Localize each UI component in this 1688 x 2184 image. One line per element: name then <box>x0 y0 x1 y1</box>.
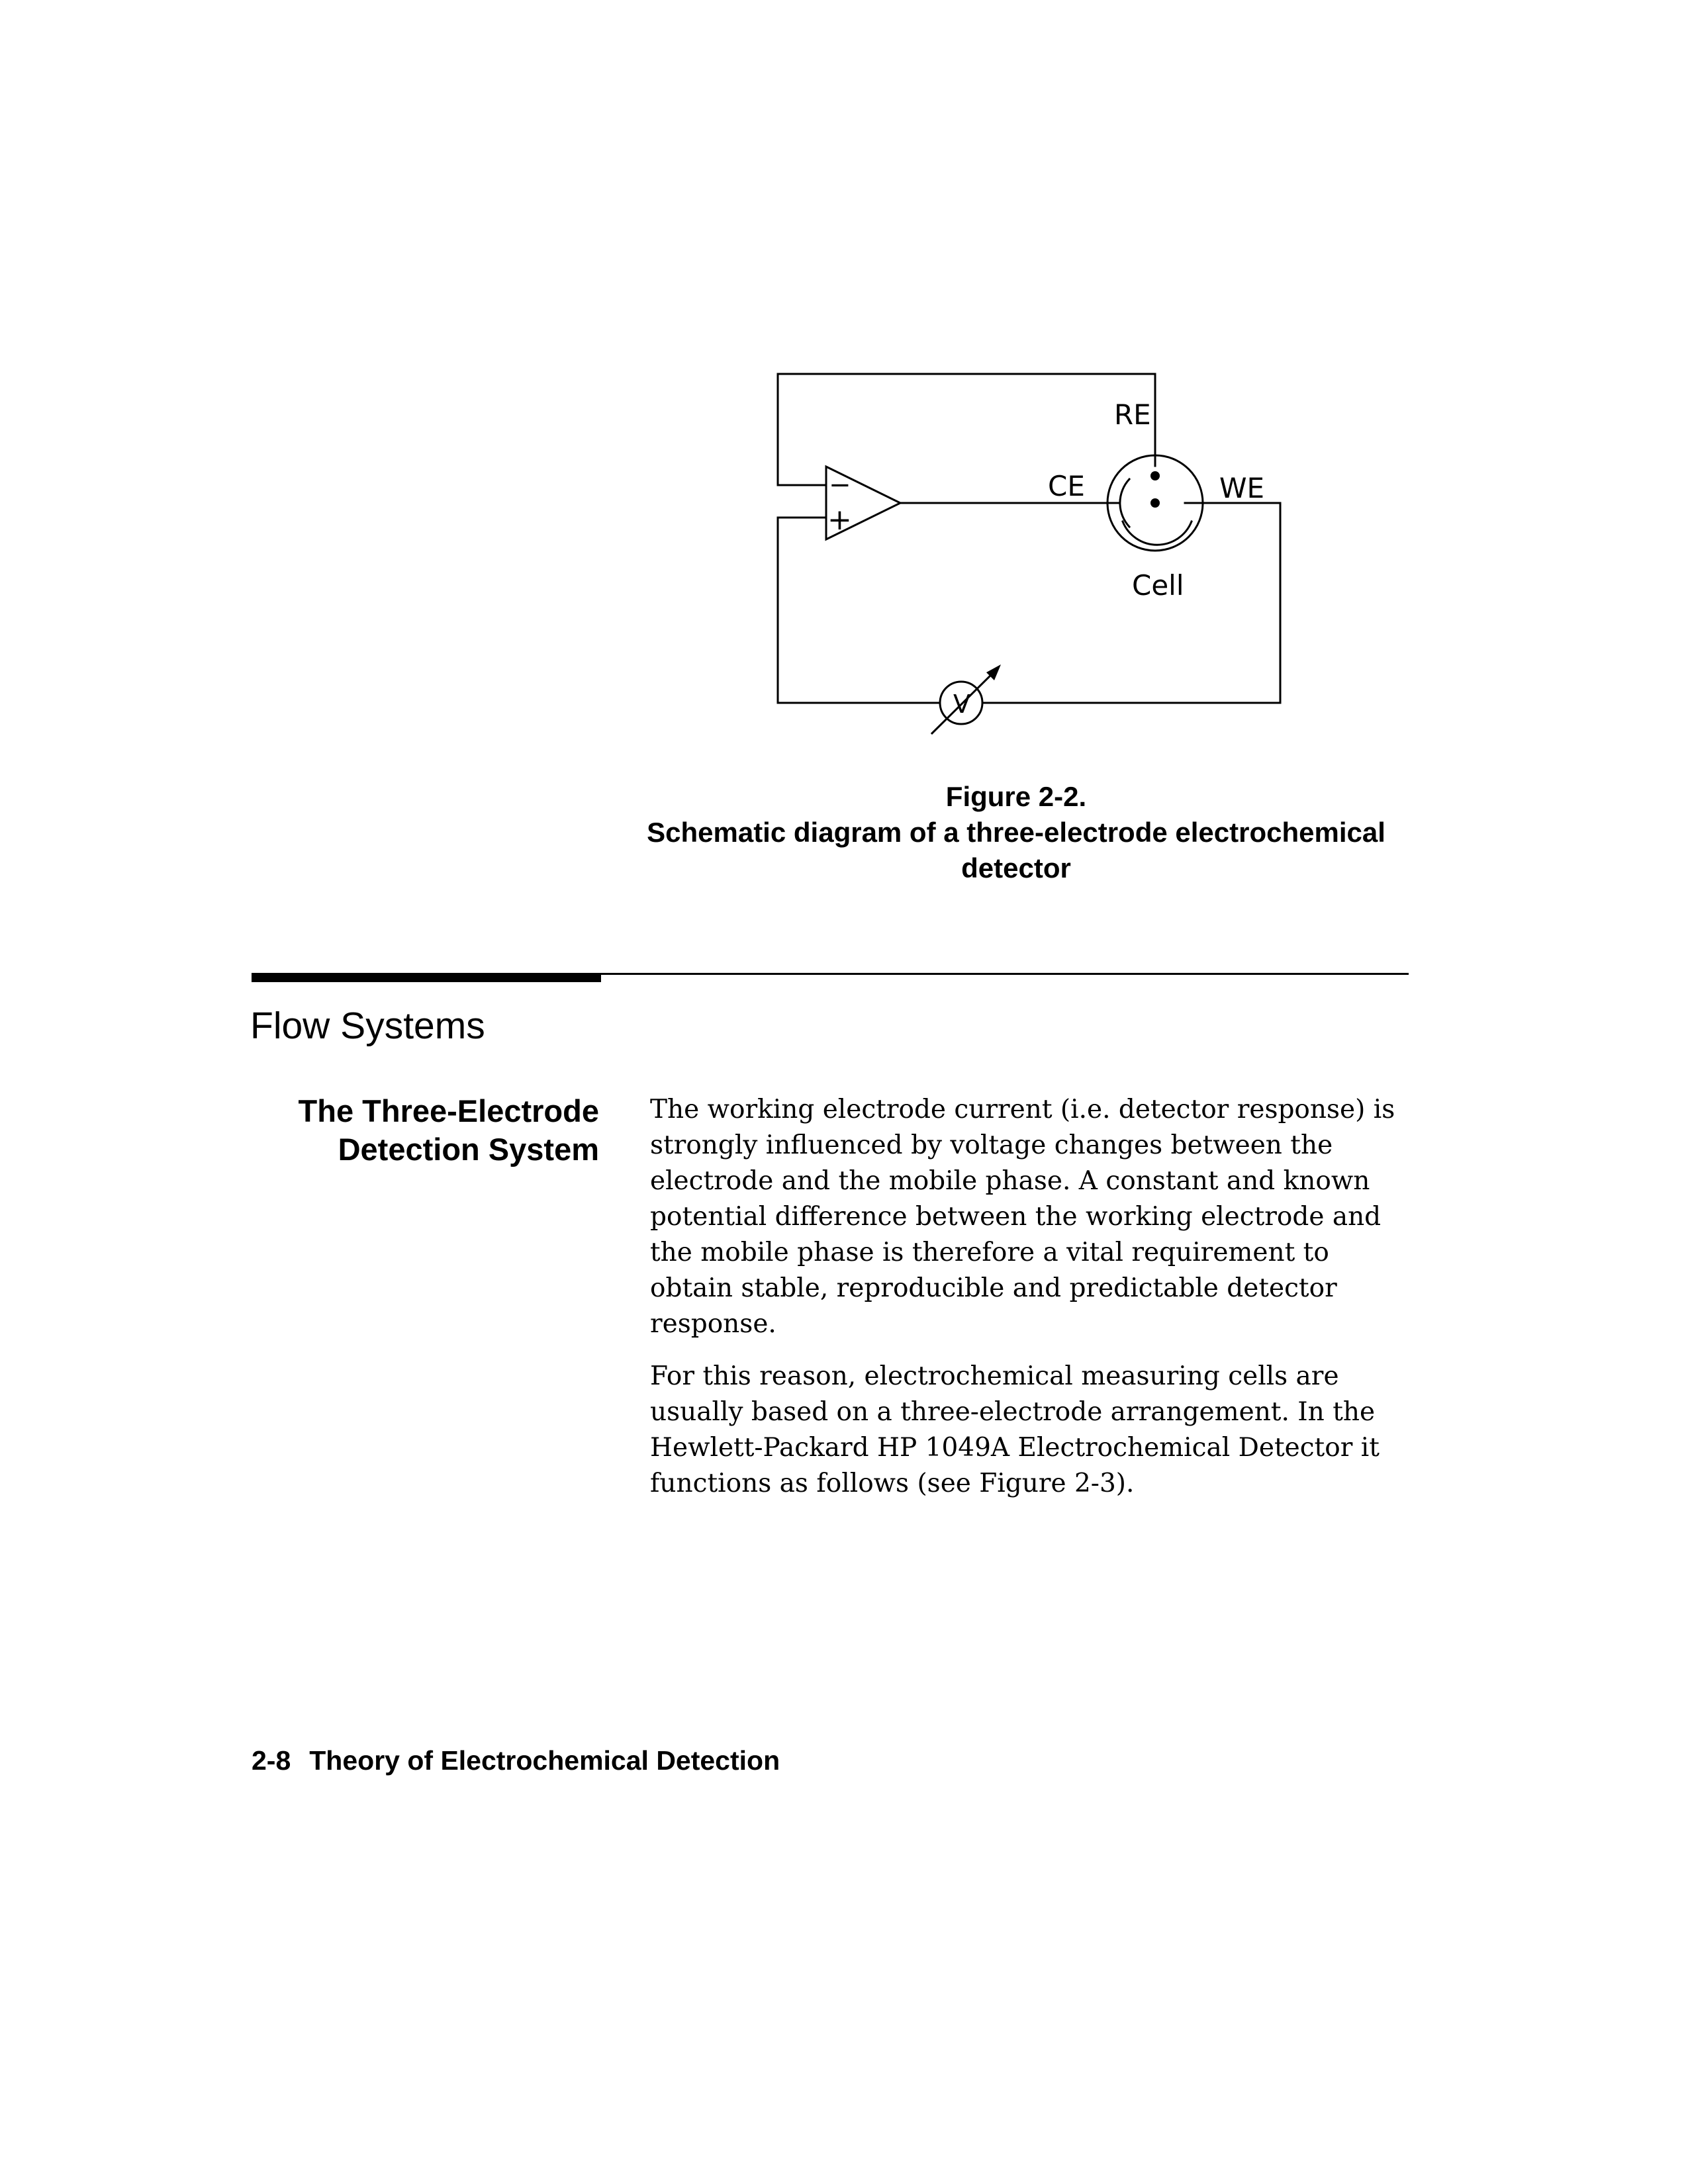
section-rule-thick <box>252 973 601 982</box>
body-paragraph: The working electrode current (i.e. detector response) is strongly influenced by voltage changes between the electrode and the mobile phase. A constant and known potential difference between the working electrode and the mobile phase is therefore a vital requirement to obtain stable, reproducible and predictable detector response. <box>650 1095 1395 1339</box>
section-title: Flow Systems <box>250 1005 485 1047</box>
label-cell: Cell <box>1132 569 1184 602</box>
page-footer <box>252 1743 780 1778</box>
label-voltmeter: V <box>953 690 970 719</box>
page-number: 2-8 <box>252 1745 291 1776</box>
chapter-title: Theory of Electrochemical Detection <box>309 1745 780 1776</box>
we-electrode-arc <box>1123 522 1192 545</box>
figure-caption: Schematic diagram of a three-electrode electrochemical detector <box>647 817 1385 884</box>
label-we: WE <box>1219 472 1265 504</box>
label-plus: + <box>827 503 852 537</box>
center-electrode-dot <box>1150 498 1160 508</box>
side-heading: The Three-Electrode Detection System <box>298 1093 599 1167</box>
we-wire <box>982 503 1280 703</box>
re-electrode-dot <box>1150 471 1160 480</box>
label-re: RE <box>1114 398 1151 431</box>
label-ce: CE <box>1048 470 1085 502</box>
label-minus: − <box>829 470 851 500</box>
ce-electrode-arc <box>1120 479 1129 527</box>
figure-number: Figure 2-2. <box>945 781 1087 812</box>
three-electrode-schematic <box>728 357 1324 741</box>
section-rule-thin <box>601 973 1409 975</box>
body-paragraph: For this reason, electrochemical measuring cells are usually based on a three-electrode arrangement. In the Hewlett-Packard HP 1049A Electrochemical Detector it functions as follows (see Figure 2-3). <box>650 1361 1380 1498</box>
noninverting-input-wire <box>778 518 940 703</box>
re-feedback-wire <box>778 374 1155 485</box>
